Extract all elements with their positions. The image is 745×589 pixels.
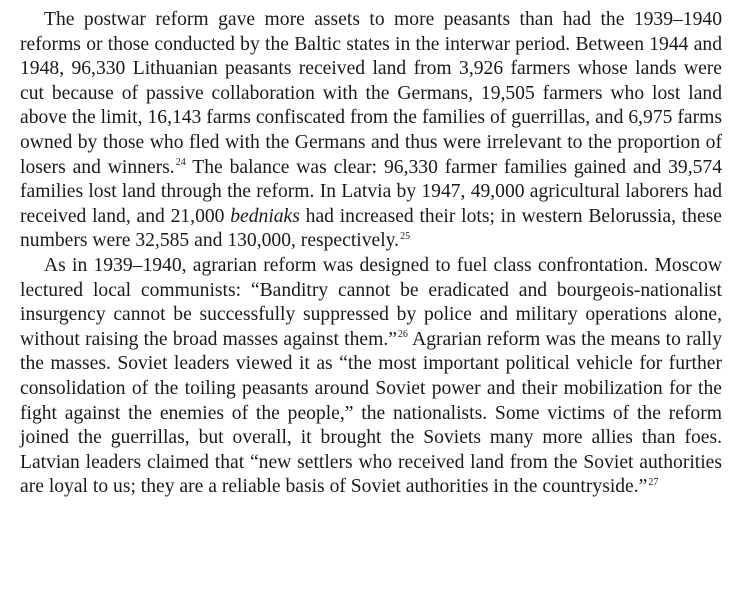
paragraph-1-text-a: The postwar reform gave more assets to more peasants than had the 1939–1940 reforms or those conducted by the Baltic states in the interwar period. Between 1944 and 1948, 96,330 Lithuanian peasants received land from 3,926 farmers whose lands were cut because of passive collaboration with the Germans, 19,505 farmers who lost land above the limit, 16,143 farms confiscated from the families of guerrillas, and 6,975 farms owned by those who fled with the Germans and thus were irrelevant to the proportion of losers and winners. [20, 9, 722, 178]
document-page [20, 8, 722, 500]
footnote-marker-25[interactable]: 25 [400, 230, 411, 242]
paragraph-1-text-b: The balance was clear: 96,330 farmer families gained and 39,574 families lost land through the reform. In Latvia by 1947, 49,000 agricultural laborers had received land, and 21,000 [20, 156, 723, 227]
paragraph-2 [20, 254, 722, 500]
footnote-marker-26[interactable]: 26 [397, 329, 408, 341]
footnote-marker-24[interactable]: 24 [175, 157, 186, 169]
paragraph-1 [20, 8, 722, 254]
paragraph-2-text-a: As in 1939–1940, agrarian reform was designed to fuel class confrontation. Moscow lectured local communists: “Banditry cannot be eradicated and bourgeois-nationalist insurgency cannot be successfully suppressed by police and military operations alone, without raising the broad masses against them.” [20, 254, 722, 350]
italic-term-bedniaks: bedniaks [230, 205, 300, 227]
footnote-marker-27[interactable]: 27 [648, 476, 659, 488]
paragraph-2-text-b: Agrarian reform was the means to rally the masses. Soviet leaders viewed it as “the most important political vehicle for further consolidation of the toiling peasants around Soviet power and their mobilization for the fight against the enemies of the people,” the nationalists. Some victims of the reform joined the guerrillas, but overall, it brought the Soviets many more allies than foes. Latvian leaders claimed that “new settlers who received land from the Soviet authorities are loyal to us; they are a reliable basis of Soviet authorities in the countryside.” [20, 328, 723, 498]
paragraph-1-text-c: had increased their lots; in western Belorussia, these numbers were 32,585 and 130,000, respectively. [20, 205, 723, 252]
